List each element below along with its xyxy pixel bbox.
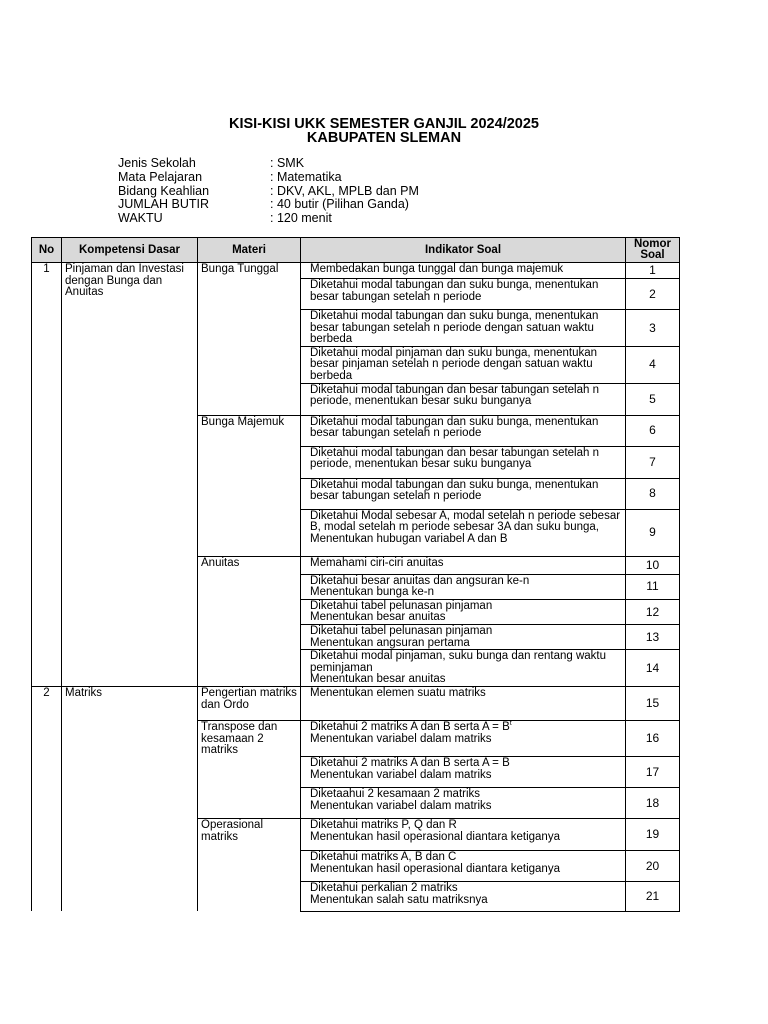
superscript: t [509,719,512,727]
nomor-soal: 17 [626,756,680,787]
nomor-soal: 15 [626,686,680,720]
indikator-soal: Diketahui modal tabungan dan besar tabungan setelah n periode, menentukan besar suku bunganya [301,383,626,415]
info-value: : DKV, AKL, MPLB dan PM [270,183,419,198]
materi: Bunga Tunggal [198,263,301,416]
nomor-soal: 2 [626,279,680,310]
info-row [118,171,419,185]
info-key: Jenis Sekolah [118,156,196,170]
indikator-soal: Membedakan bunga tunggal dan bunga majemuk [301,263,626,279]
info-key: JUMLAH BUTIR [118,197,209,212]
info-row [118,212,419,226]
table-header-row [32,238,680,263]
indikator-soal: Menentukan elemen suatu matriks [301,686,626,720]
indikator-soal: Diketahui matriks A, B dan C Menentukan hasil operasional diantara ketiganya [301,850,626,881]
row-no: 2 [32,686,62,911]
nomor-soal: 4 [626,346,680,383]
document-title: KISI-KISI UKK SEMESTER GANJIL 2024/2025 [229,116,539,132]
row-no: 1 [32,263,62,687]
header-no: No [32,238,62,263]
nomor-soal: 1 [626,263,680,279]
info-row [118,157,419,171]
materi: Anuitas [198,556,301,686]
nomor-soal: 19 [626,818,680,850]
header-nomor-soal: Nomor Soal [626,238,680,263]
materi: Bunga Majemuk [198,415,301,556]
document-subtitle: KABUPATEN SLEMAN [306,130,462,146]
kompetensi-dasar: Matriks [62,686,198,911]
nomor-soal: 14 [626,650,680,687]
info-value: : Matematika [270,169,342,184]
indikator-soal: Diketahui perkalian 2 matriks Menentukan salah satu matriksnya [301,881,626,911]
nomor-soal: 5 [626,383,680,415]
indikator-soal: Diketahui modal tabungan dan suku bunga, menentukan besar tabungan setelah n periode dengan satuan waktu berbeda [301,310,626,347]
nomor-soal: 3 [626,310,680,347]
materi: Transpose dan kesamaan 2 matriks [198,720,301,818]
materi: Operasional matriks [198,818,301,911]
nomor-soal: 6 [626,415,680,446]
nomor-soal: 20 [626,850,680,881]
indikator-soal: Diketahui modal pinjaman, suku bunga dan rentang waktu peminjaman Menentukan besar anuitas [301,650,626,687]
document-info [118,157,419,226]
indikator-soal: Diketahui tabel pelunasan pinjaman Menentukan angsuran pertama [301,624,626,649]
indikator-soal: Diketahui tabel pelunasan pinjaman Menentukan besar anuitas [301,599,626,624]
indikator-soal: Memahami ciri-ciri anuitas [301,556,626,574]
info-row [118,198,419,212]
nomor-soal: 7 [626,446,680,478]
header-materi: Materi [198,238,301,263]
indikator-soal: Diketahui besar anuitas dan angsuran ke-n Menentukan bunga ke-n [301,574,626,599]
indikator-soal: Diketahui modal tabungan dan suku bunga, menentukan besar tabungan setelah n periode [301,415,626,446]
table-row [32,263,680,279]
nomor-soal: 11 [626,574,680,599]
indikator-soal: Diketahui modal tabungan dan suku bunga, menentukan besar tabungan setelah n periode [301,478,626,509]
nomor-soal: 13 [626,624,680,649]
nomor-soal: 21 [626,881,680,911]
materi: Pengertian matriks dan Ordo [198,686,301,720]
indikator-soal: Diketahui 2 matriks A dan B serta A = B Menentukan variabel dalam matriks [301,756,626,787]
info-key: WAKTU [118,211,163,226]
info-value: : SMK [270,156,305,170]
indikator-soal: Diketahui modal pinjaman dan suku bunga, menentukan besar pinjaman setelah n periode dengan satuan waktu berbeda [301,346,626,383]
indikator-soal: Diketaahui 2 kesamaan 2 matriks Menentukan variabel dalam matriks [301,787,626,818]
table-row [32,686,680,720]
nomor-soal: 18 [626,787,680,818]
info-key: Bidang Keahlian [118,183,210,198]
indikator-soal: Diketahui modal tabungan dan besar tabungan setelah n periode, menentukan besar suku bunganya [301,446,626,478]
header-indikator-soal: Indikator Soal [301,238,626,263]
info-value: : 40 butir (Pilihan Ganda) [270,197,409,212]
indikator-soal: Diketahui modal tabungan dan suku bunga, menentukan besar tabungan setelah n periode [301,279,626,310]
nomor-soal: 8 [626,478,680,509]
nomor-soal: 16 [626,720,680,756]
kisi-kisi-table [31,237,680,912]
info-key: Mata Pelajaran [118,169,203,184]
indikator-soal: Diketahui 2 matriks A dan B serta $A = B^t$ Menentukan variabel dalam matriks [301,720,626,756]
indikator-soal: Diketahui matriks P, Q dan R Menentukan hasil operasional diantara ketiganya [301,818,626,850]
info-row [118,185,419,199]
nomor-soal: 12 [626,599,680,624]
kompetensi-dasar: Pinjaman dan Investasi dengan Bunga dan Anuitas [62,263,198,687]
nomor-soal: 10 [626,556,680,574]
header-kompetensi-dasar: Kompetensi Dasar [62,238,198,263]
indikator-soal: Diketahui Modal sebesar A, modal setelah n periode sebesar B, modal setelah m periode sebesar 3A dan suku bunga, Menentukan hubugan variabel A dan B [301,509,626,556]
nomor-soal: 9 [626,509,680,556]
info-value: : 120 menit [270,211,332,226]
